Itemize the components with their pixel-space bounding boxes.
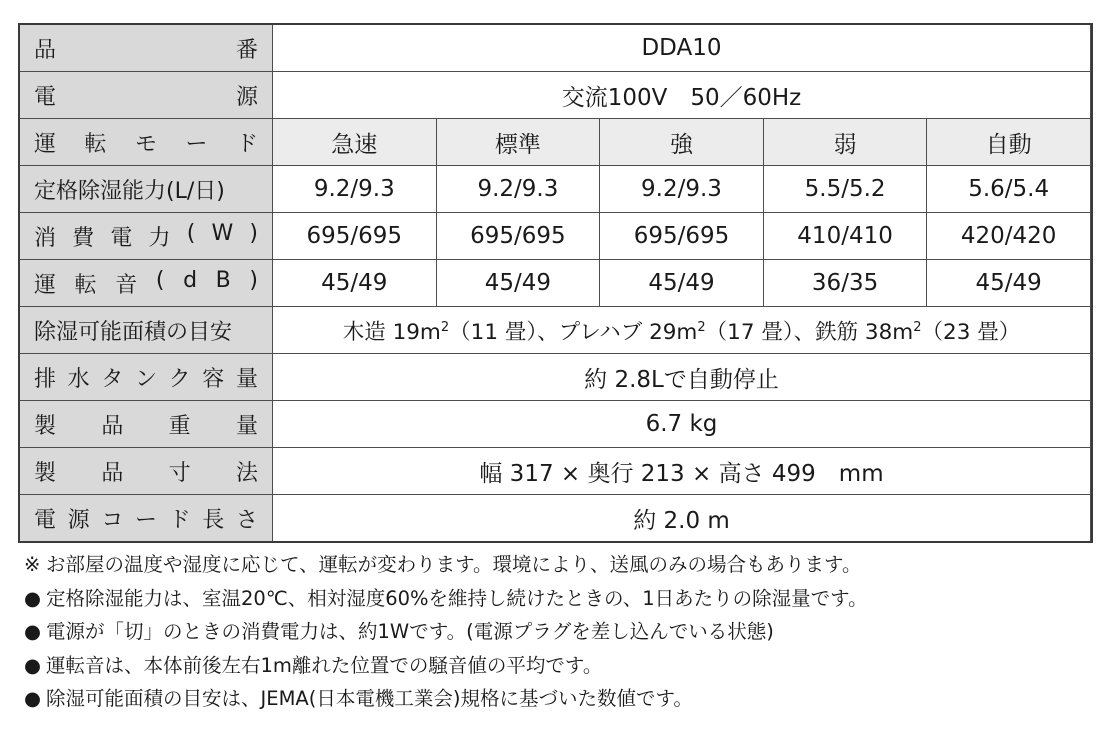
label-noise: 運 転 音 ( d B ) (20, 260, 273, 307)
label-dimensions: 製 品 寸 法 (20, 448, 273, 495)
value-weight: 6.7 kg (273, 401, 1091, 448)
note-item (24, 582, 1104, 616)
row-tank (20, 354, 1091, 401)
row-dimensions (20, 448, 1091, 495)
value-dimensions: 幅 317 × 奥行 213 × 高さ 499 mm (273, 448, 1091, 495)
value-tank: 約 2.8Lで自動停止 (273, 354, 1091, 401)
value-model: DDA10 (273, 25, 1091, 72)
capacity-value: 9.2/9.3 (436, 166, 600, 213)
mode-standard: 標準 (436, 119, 600, 166)
noise-value: 45/49 (927, 260, 1091, 307)
note-text: 除湿可能面積の目安は、JEMA(日本電機工業会)規格に基づいた数値です。 (46, 687, 693, 710)
mode-strong: 強 (600, 119, 764, 166)
row-power-source (20, 72, 1091, 119)
label-capacity: 定格除湿能力(L/日) (20, 166, 273, 213)
row-area (20, 307, 1091, 354)
note-mark: ※ (24, 553, 41, 576)
label-power-source: 電 源 (20, 72, 273, 119)
row-capacity (20, 166, 1091, 213)
capacity-value: 9.2/9.3 (600, 166, 764, 213)
note-item (24, 548, 1104, 582)
bullet-icon: ● (24, 620, 42, 643)
label-consumption: 消 費 電 力 ( W ) (20, 213, 273, 260)
label-tank: 排 水 タ ン ク 容 量 (20, 354, 273, 401)
noise-value: 45/49 (436, 260, 600, 307)
label-mode: 運 転 モ ー ド (20, 119, 273, 166)
note-text: 運転音は、本体前後左右1m離れた位置での騒音値の平均です。 (46, 653, 603, 677)
bullet-icon: ● (24, 653, 42, 677)
note-text: 定格除湿能力は、室温20℃、相対湿度60%を維持し続けたときの、1日あたりの除湿量です。 (46, 586, 868, 610)
value-power-source: 交流100V 50／60Hz (273, 72, 1091, 119)
row-noise (20, 260, 1091, 307)
consumption-value: 695/695 (273, 213, 437, 260)
capacity-value: 5.6/5.4 (927, 166, 1091, 213)
consumption-value: 695/695 (436, 213, 600, 260)
note-item (24, 615, 1104, 649)
value-area: 木造 $19m^2(11$ 畳）、プレハブ $29m^2(17$ 畳）、鉄筋 $38m^2(23$ 畳） (273, 307, 1091, 354)
spec-table (19, 24, 1091, 542)
capacity-value: 5.5/5.2 (763, 166, 927, 213)
row-consumption (20, 213, 1091, 260)
row-weight (20, 401, 1091, 448)
label-cord: 電 源 コ ー ド 長 さ (20, 495, 273, 542)
consumption-value: 420/420 (927, 213, 1091, 260)
noise-value: 45/49 (273, 260, 437, 307)
note-item (24, 649, 1104, 683)
value-cord: 約 2.0 m (273, 495, 1091, 542)
row-cord (20, 495, 1091, 542)
label-area: 除湿可能面積の目安 (20, 307, 273, 354)
row-mode (20, 119, 1091, 166)
noise-value: 36/35 (763, 260, 927, 307)
note-text: 電源が「切」のときの消費電力は、約1Wです。(電源プラグを差し込んでいる状態) (46, 620, 774, 643)
label-weight: 製 品 重 量 (20, 401, 273, 448)
notes (24, 548, 1104, 716)
capacity-value: 9.2/9.3 (273, 166, 437, 213)
bullet-icon: ● (24, 586, 42, 610)
label-model-text: 品 番 (34, 37, 258, 63)
note-item (24, 682, 1104, 716)
row-model (20, 25, 1091, 72)
mode-rapid: 急速 (273, 119, 437, 166)
note-text: お部屋の温度や湿度に応じて、運転が変わります。環境により、送風のみの場合もあります。 (46, 553, 862, 576)
bullet-icon: ● (24, 687, 42, 710)
consumption-value: 695/695 (600, 213, 764, 260)
mode-auto: 自動 (927, 119, 1091, 166)
noise-value: 45/49 (600, 260, 764, 307)
label-model (20, 25, 273, 72)
mode-weak: 弱 (763, 119, 927, 166)
consumption-value: 410/410 (763, 213, 927, 260)
